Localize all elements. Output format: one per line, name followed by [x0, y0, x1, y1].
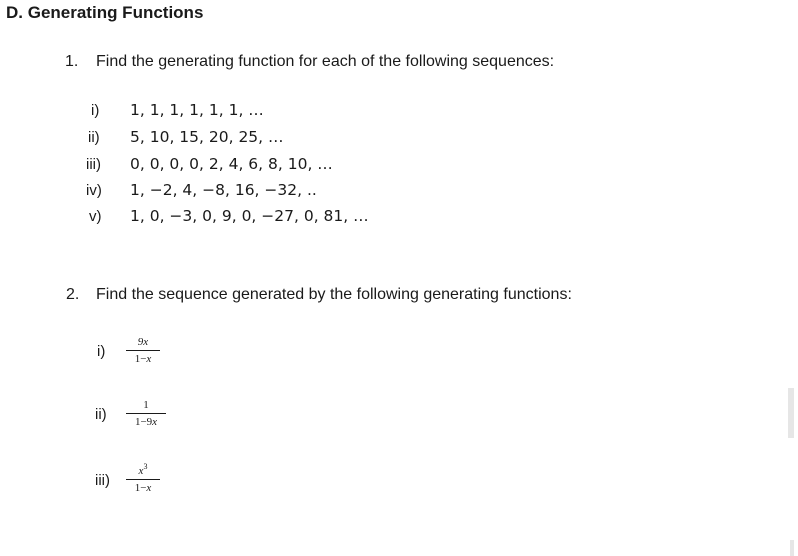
q1-item-sequence: 1, 1, 1, 1, 1, 1, …: [130, 101, 264, 119]
question-1-text: Find the generating function for each of the following sequences:: [96, 53, 555, 70]
q1-item-label: iv): [86, 182, 102, 199]
question-2-text: Find the sequence generated by the following generating functions:: [96, 286, 572, 303]
q1-item-sequence: 5, 10, 15, 20, 25, …: [130, 128, 284, 146]
q1-item-label: v): [89, 208, 102, 225]
fraction-x-cubed-over-1-minus-x: [126, 461, 160, 494]
fraction-denominator: 1−x: [134, 482, 152, 494]
q1-item-sequence: 1, −2, 4, −8, 16, −32, ..: [130, 181, 317, 199]
fraction-denominator: 1−9x: [134, 416, 158, 428]
section-heading: D. Generating Functions: [6, 3, 204, 22]
q2-item-label: iii): [95, 472, 110, 489]
q1-item-sequence: 0, 0, 0, 0, 2, 4, 6, 8, 10, …: [130, 155, 333, 173]
fraction-numerator: 1: [143, 399, 149, 411]
fraction-numerator: $x^3$: [138, 462, 148, 477]
q1-item-sequence: 1, 0, −3, 0, 9, 0, −27, 0, 81, …: [130, 207, 369, 225]
fraction-denominator: 1−x: [134, 353, 152, 365]
fraction-1-over-1-minus-9x: [126, 399, 166, 428]
scan-edge-mark: [788, 388, 794, 438]
q2-item-label: ii): [95, 406, 107, 423]
question-2-number: 2.: [66, 286, 80, 303]
q1-item-label: iii): [86, 156, 101, 173]
q1-item-label: ii): [88, 129, 100, 146]
q1-item-label: i): [91, 102, 100, 119]
fraction-numerator: 9x: [137, 336, 149, 348]
scan-edge-mark: [790, 540, 794, 556]
fraction-9x-over-1-minus-x: [126, 336, 160, 365]
q2-item-label: i): [97, 343, 106, 360]
question-1-number: 1.: [65, 53, 79, 70]
